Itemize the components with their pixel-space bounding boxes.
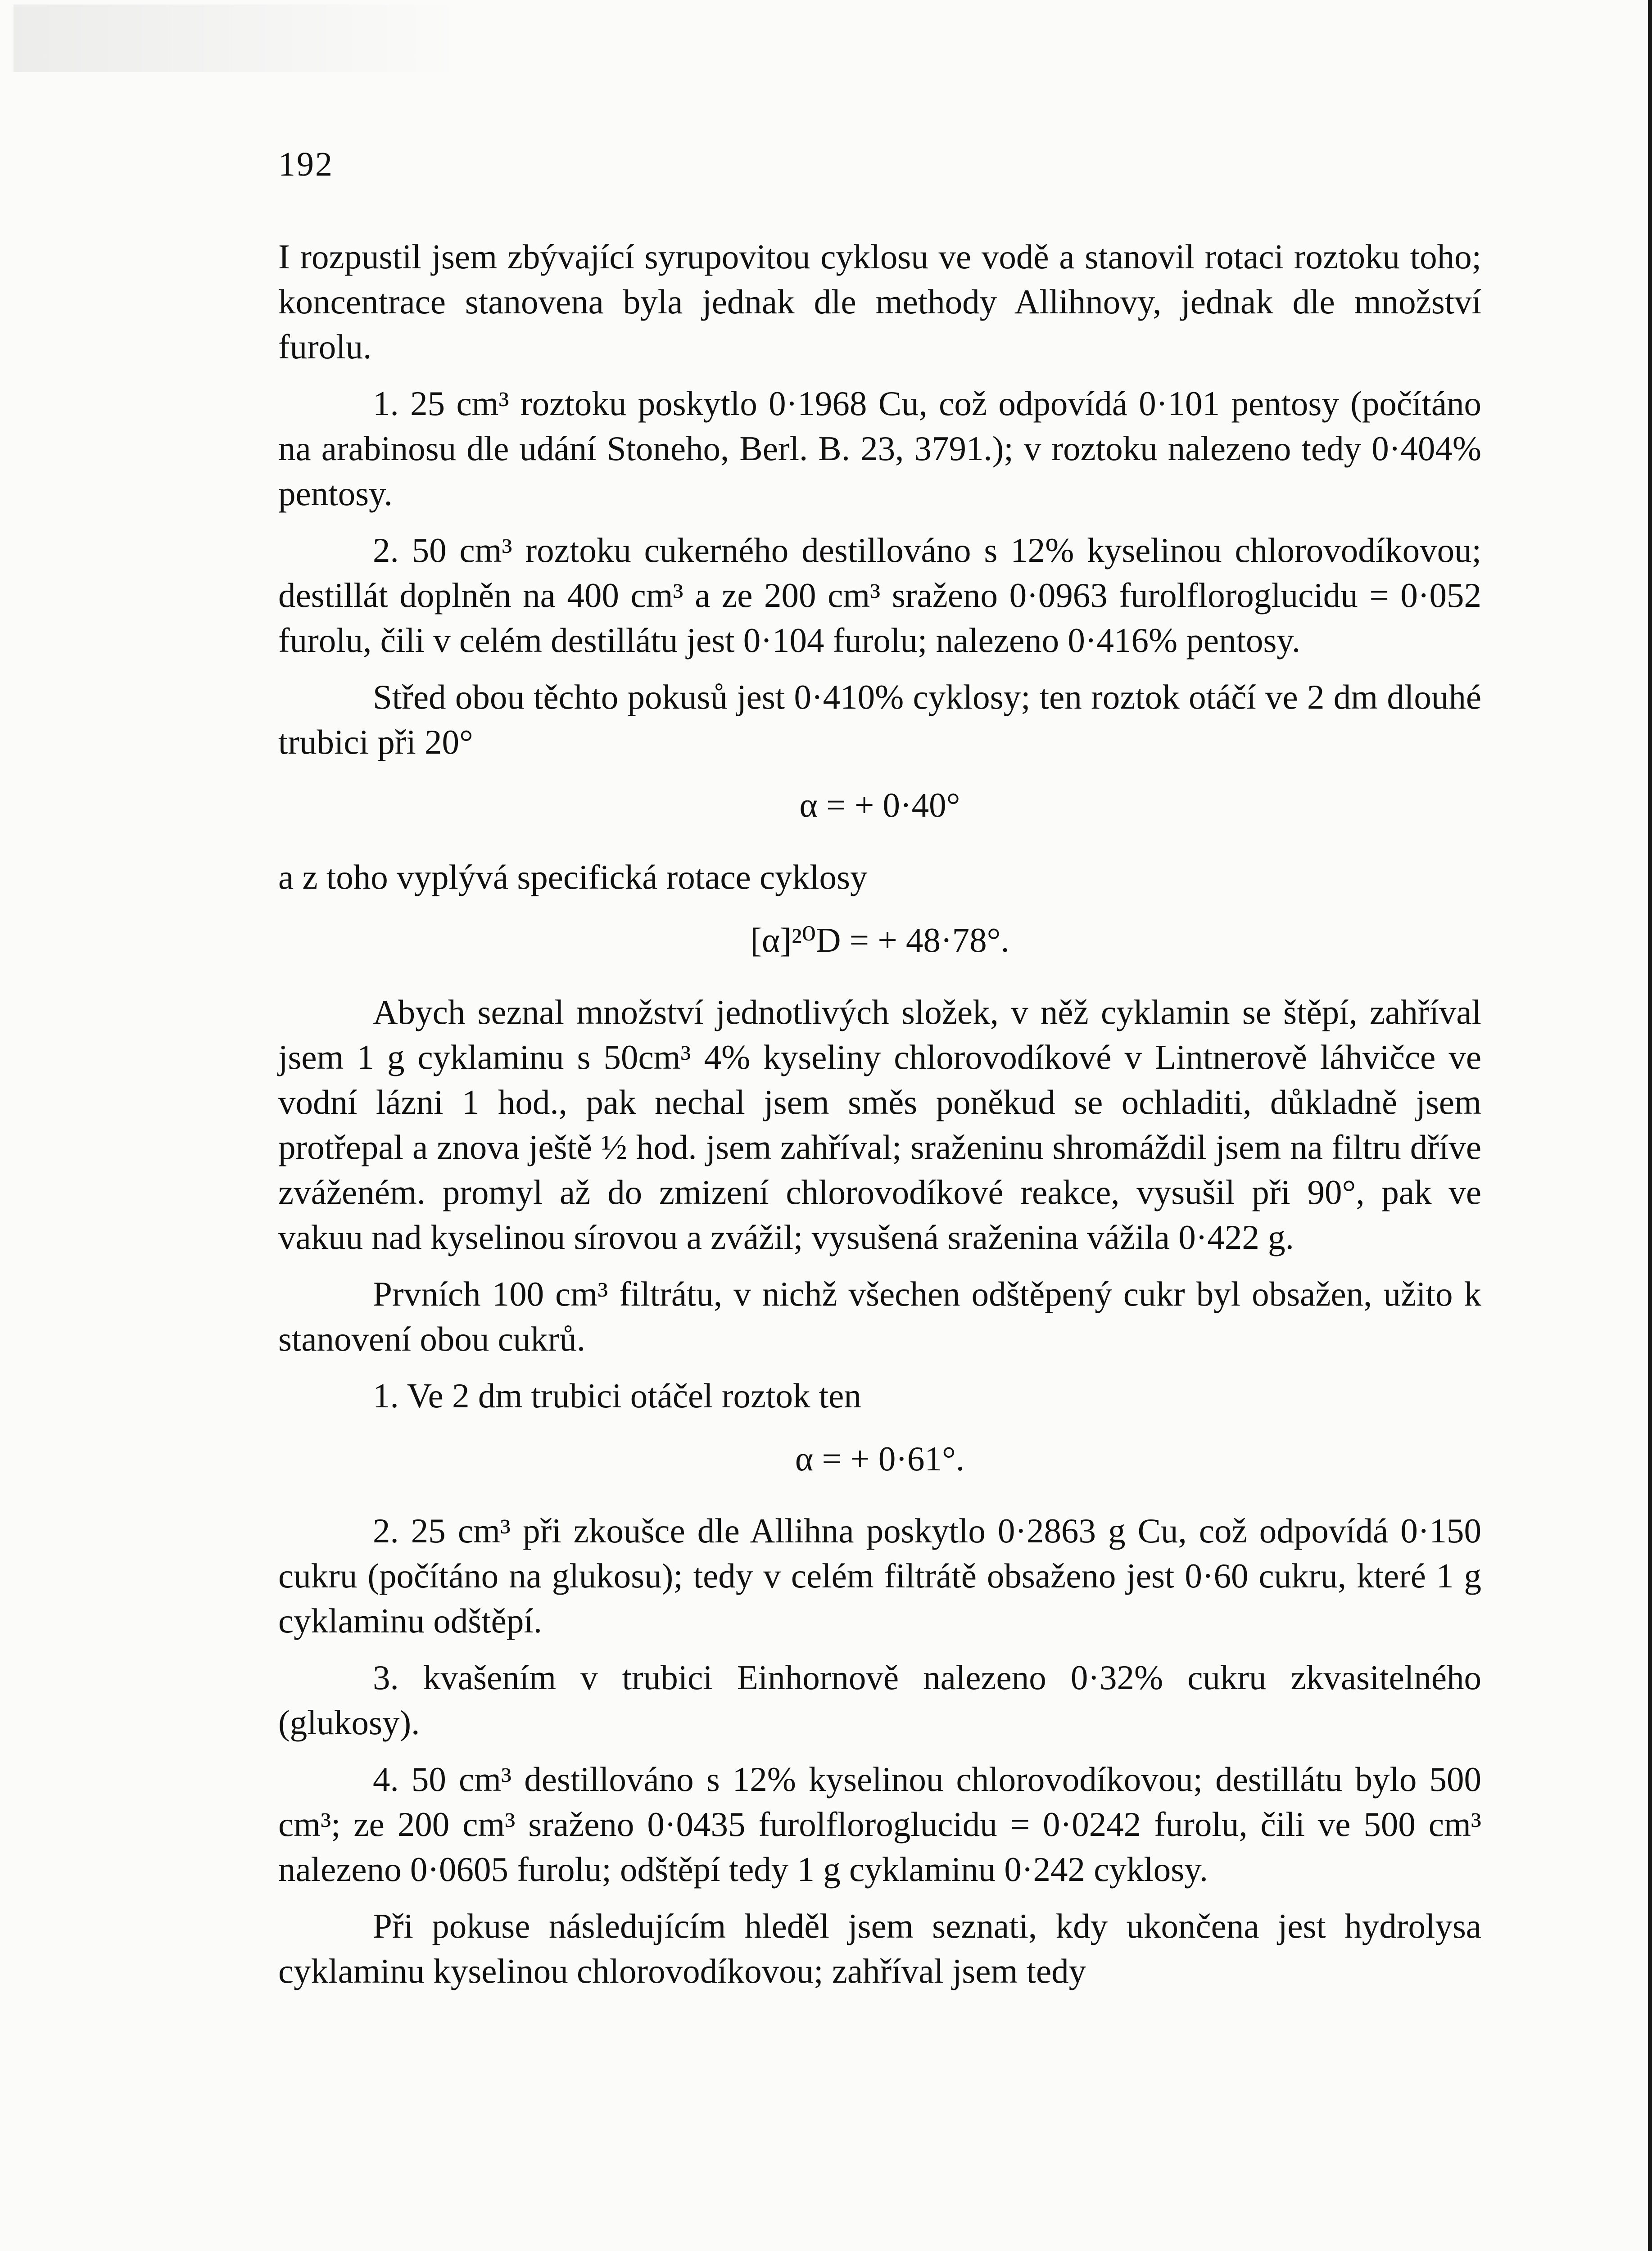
scan-shadow	[14, 5, 464, 72]
page-number: 192	[278, 145, 334, 183]
paragraph: I rozpustil jsem zbývající syrupovitou cyklosu ve vodě a stanovil rotaci roztoku toho; koncentrace stanovena byla jednak dle methody Allihnovy, jednak dle množství furolu.	[278, 237, 1481, 366]
paragraph: 4. 50 cm³ destillováno s 12% kyselinou chlorovodíkovou; destillátu bylo 500 cm³; ze 200 cm³ sraženo 0·0435 furolfloroglucidu = 0·0242 furolu, čili ve 500 cm³ nalezeno 0·0605 furolu; odštěpí tedy 1 g cyklaminu 0·242 cyklosy.	[278, 1760, 1481, 1889]
paragraph: Při pokuse následujícím hleděl jsem seznati, kdy ukončena jest hydrolysa cyklaminu kyselinou chlorovodíkovou; zahříval jsem tedy	[278, 1907, 1481, 1990]
body-text	[278, 234, 1481, 2005]
paragraph: Abych seznal množství jednotlivých složek, v něž cyklamin se štěpí, zahříval jsem 1 g cyklaminu s 50cm³ 4% kyseliny chlorovodíkové v Lintnerově láhvičce ve vodní lázni 1 hod., pak nechal jsem směs poněkud se ochladiti, důkladně jsem protřepal a znova ještě ½ hod. jsem zahříval; sraženinu shromáždil jsem na filtru dříve zváženém. promyl až do zmizení chlorovodíkové reakce, vysušil při 90°, pak ve vakuu nad kyselinou sírovou a zvážil; vysušená sraženina vážila 0·422 g.	[278, 993, 1481, 1257]
paragraph: Střed obou těchto pokusů jest 0·410% cyklosy; ten roztok otáčí ve 2 dm dlouhé trubici při 20°	[278, 678, 1481, 761]
formula-specific-rotation: [α]²⁰D = + 48·78°.	[750, 921, 1009, 959]
formula-rotation-filtrate: α = + 0·61°.	[795, 1439, 965, 1478]
paragraph: 2. 25 cm³ při zkoušce dle Allihna poskytlo 0·2863 g Cu, což odpovídá 0·150 cukru (počítáno na glukosu); tedy v celém filtrátě obsaženo jest 0·60 cukru, které 1 g cyklaminu odštěpí.	[278, 1511, 1481, 1640]
paragraph: 1. Ve 2 dm trubici otáčel roztok ten	[373, 1376, 861, 1415]
formula-rotation: α = + 0·40°	[799, 786, 960, 824]
paragraph: 2. 50 cm³ roztoku cukerného destillováno s 12% kyselinou chlorovodíkovou; destillát doplněn na 400 cm³ a ze 200 cm³ sraženo 0·0963 furolfloroglucidu = 0·052 furolu, čili v celém destillátu jest 0·104 furolu; nalezeno 0·416% pentosy.	[278, 531, 1481, 660]
paragraph: 3. kvašením v trubici Einhornově nalezeno 0·32% cukru zkvasitelného (glukosy).	[278, 1658, 1481, 1742]
paragraph: Prvních 100 cm³ filtrátu, v nichž všechen odštěpený cukr byl obsažen, užito k stanovení obou cukrů.	[278, 1275, 1481, 1358]
paragraph: a z toho vyplývá specifická rotace cyklosy	[278, 858, 868, 896]
paragraph: 1. 25 cm³ roztoku poskytlo 0·1968 Cu, což odpovídá 0·101 pentosy (počítáno na arabinosu dle udání Stoneho, Berl. B. 23, 3791.); v roztoku nalezeno tedy 0·404% pentosy.	[278, 384, 1481, 513]
